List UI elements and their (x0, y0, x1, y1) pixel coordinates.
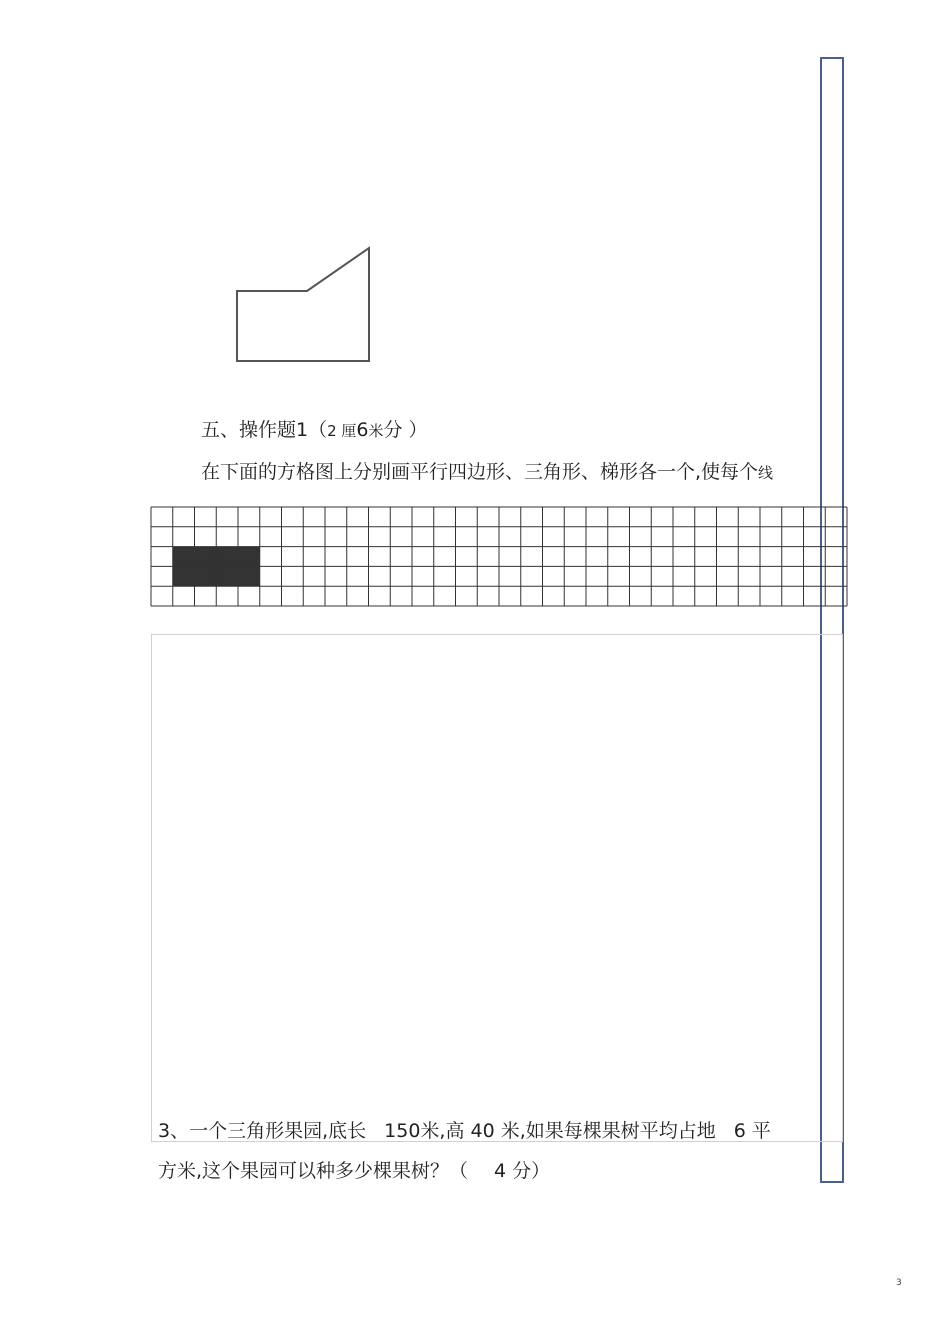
heading-part-e: 分 ） (383, 419, 428, 441)
section-5-instruction (201, 457, 773, 484)
heading-part-d: 米 (368, 422, 384, 440)
polygon-outline (237, 248, 369, 361)
heading-part-c: 6 (356, 419, 369, 441)
q3-text-a: 3、一个三角形果园,底长 (158, 1120, 367, 1142)
instruction-tail: 线 (758, 464, 774, 482)
square-grid (148, 503, 848, 613)
instruction-main: 在下面的方格图上分别画平行四边形、三角形、梯形各一个,使每个 (201, 461, 759, 483)
q3-text-e: 4 分） (494, 1160, 551, 1182)
q3-text-b: 150米,高 40 米,如果每棵果树平均占地 (384, 1120, 716, 1142)
answer-area (151, 634, 843, 1142)
q3-text-c: 6 平 (733, 1120, 771, 1142)
page-number: 3 (896, 1278, 902, 1288)
q3-text-d: 方米,这个果园可以种多少棵果树？（ (158, 1160, 469, 1182)
section-5-heading (201, 415, 428, 442)
heading-part-b: 2 厘 (327, 422, 357, 440)
heading-part-a: 五、操作题1（ (201, 419, 328, 441)
question-3-line-2 (158, 1156, 550, 1183)
question-3-line-1 (158, 1116, 771, 1143)
